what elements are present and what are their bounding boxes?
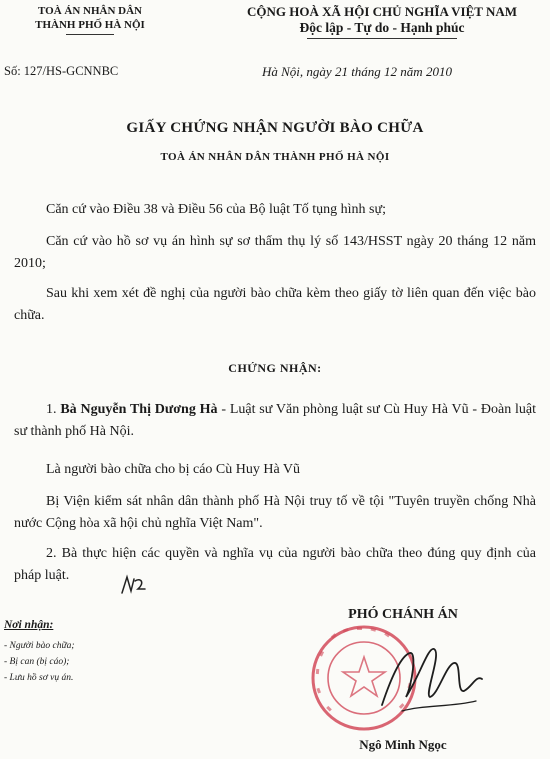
charge-line: Bị Viện kiểm sát nhân dân thành phố Hà Nội truy tố về tội "Tuyên truyền chống Nhà nước Cộng hòa xã hội chủ nghĩa Việt Nam".	[14, 494, 536, 531]
basis-paragraph-3: Sau khi xem xét đề nghị của người bào chữa kèm theo giấy tờ liên quan đến việc bào chữa.	[14, 286, 536, 323]
authority-line-1: TOÀ ÁN NHÂN DÂN	[38, 5, 142, 17]
country-name: CỘNG HOÀ XÃ HỘI CHỦ NGHĨA VIỆT NAM	[246, 4, 518, 19]
basis-paragraph-1: Căn cứ vào Điều 38 và Điều 56 của Bộ luật Tố tụng hình sự;	[46, 202, 386, 217]
date-line: Hà Nội, ngày 21 tháng 12 năm 2010	[262, 64, 452, 79]
document-title: GIẤY CHỨNG NHẬN NGƯỜI BÀO CHỮA	[126, 120, 424, 136]
national-motto	[222, 4, 542, 39]
item-1-number: 1.	[46, 402, 61, 417]
document-subtitle: TOÀ ÁN NHÂN DÂN THÀNH PHỐ HÀ NỘI	[160, 151, 390, 163]
document-number: Số: 127/HS-GCNNBC	[4, 64, 119, 78]
motto: Độc lập - Tự do - Hạnh phúc	[299, 20, 465, 35]
signature-icon	[372, 635, 492, 725]
recipient-item: - Bị can (bị cáo);	[4, 657, 70, 667]
recipient-item: - Người bào chữa;	[4, 641, 75, 651]
recipient-item: - Lưu hồ sơ vụ án.	[4, 673, 74, 683]
handwritten-initials	[119, 571, 149, 599]
certify-item-2: 2. Bà thực hiện các quyền và nghĩa vụ của người bào chữa theo đúng quy định của pháp luật.	[14, 546, 536, 583]
signer-name: Ngô Minh Ngọc	[359, 737, 447, 752]
authority-underline	[66, 34, 114, 35]
motto-underline	[307, 38, 457, 39]
recipients-title: Nơi nhận:	[4, 619, 54, 631]
authority-line-2: THÀNH PHỐ HÀ NỘI	[35, 19, 145, 31]
certify-heading: CHỨNG NHẬN:	[228, 361, 322, 375]
issuing-authority	[10, 4, 170, 35]
signer-title: PHÓ CHÁNH ÁN	[348, 607, 458, 622]
lawyer-name: Bà Nguyễn Thị Dương Hà	[60, 402, 218, 417]
certify-item-1	[14, 399, 536, 443]
defender-line: Là người bào chữa cho bị cáo Cù Huy Hà Vũ	[46, 462, 301, 477]
basis-paragraph-2: Căn cứ vào hồ sơ vụ án hình sự sơ thẩm thụ lý số 143/HSST ngày 20 tháng 12 năm 2010;	[14, 234, 536, 271]
item-1-detail: - Luật sư Văn phòng luật sư Cù Huy Hà Vũ - Đoàn luật sư thành phố Hà Nội.	[14, 402, 537, 439]
